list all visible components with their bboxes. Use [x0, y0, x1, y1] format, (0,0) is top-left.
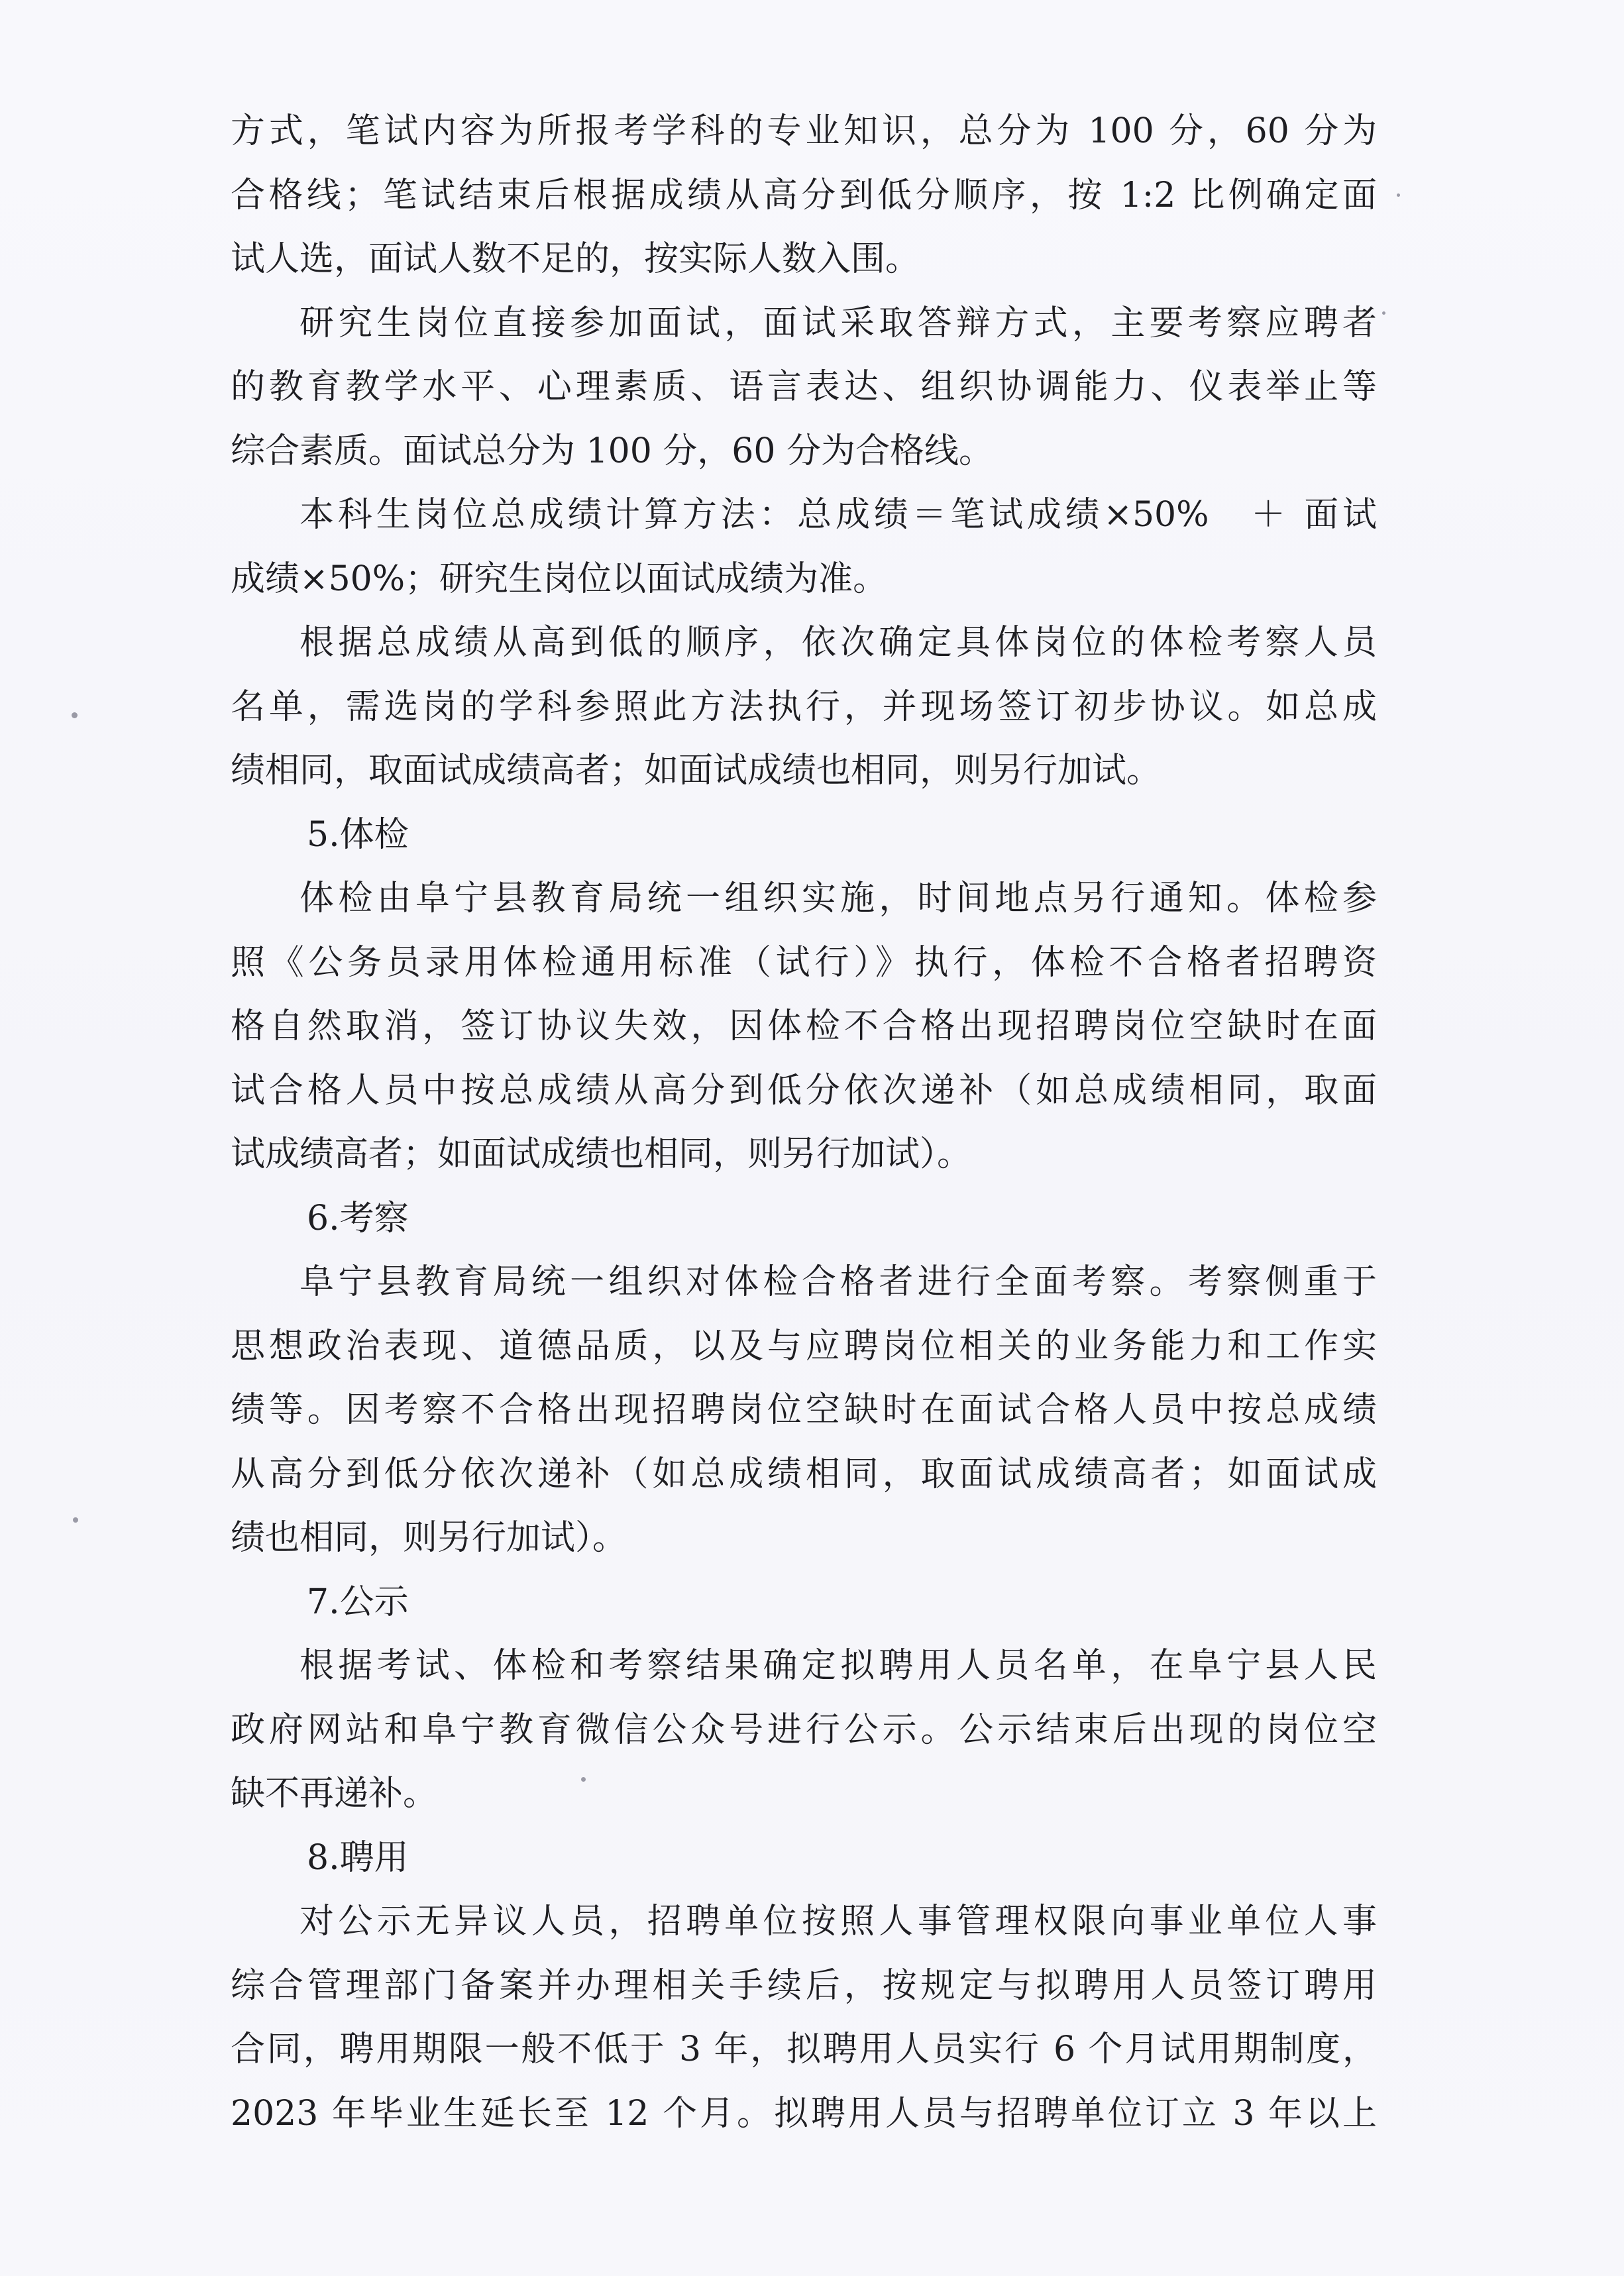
paragraph-line: 合同，聘用期限一般不低于 3 年，拟聘用人员实行 6 个月试用期制度， [231, 2030, 1377, 2069]
paragraph-line: 阜宁县教育局统一组织对体检合格者进行全面考察。考察侧重于 [299, 1262, 1377, 1302]
paragraph-line: 名单，需选岗的学科参照此方法执行，并现场签订初步协议。如总成 [231, 686, 1377, 727]
paragraph-line: 缺不再递补。 [231, 1774, 438, 1814]
section-heading: 5.体检 [307, 814, 409, 855]
paragraph-line: 格自然取消，签订协议失效，因体检不合格出现招聘岗位空缺时在面 [231, 1006, 1377, 1046]
paragraph-line: 根据总成绩从高到低的顺序，依次确定具体岗位的体检考察人员 [299, 623, 1377, 663]
paragraph-line: 绩等。因考察不合格出现招聘岗位空缺时在面试合格人员中按总成绩 [231, 1390, 1377, 1430]
paragraph-line: 试人选，面试人数不足的，按实际人数入围。 [231, 239, 920, 279]
paragraph-line: 成绩×50%；研究生岗位以面试成绩为准。 [231, 559, 888, 599]
paragraph-line: 2023 年毕业生延长至 12 个月。拟聘用人员与招聘单位订立 3 年以上 [231, 2093, 1377, 2134]
paragraph-line: 照《公务员录用体检通用标准（试行）》执行，体检不合格者招聘资 [231, 942, 1377, 983]
paragraph-line: 综合素质。面试总分为 100 分，60 分为合格线。 [231, 431, 994, 471]
paragraph-line: 试合格人员中按总成绩从高分到低分依次递补（如总成绩相同，取面 [231, 1070, 1377, 1111]
section-heading: 6.考察 [307, 1198, 409, 1238]
section-heading: 8.聘用 [307, 1837, 409, 1878]
paragraph-line: 绩相同，取面试成绩高者；如面试成绩也相同，则另行加试。 [231, 751, 1162, 790]
paragraph-line: 方式，笔试内容为所报考学科的专业知识，总分为 100 分，60 分为 [231, 111, 1377, 151]
paragraph-line: 研究生岗位直接参加面试，面试采取答辩方式，主要考察应聘者 [299, 303, 1377, 343]
paragraph-line: 从高分到低分依次递补（如总成绩相同，取面试成绩高者；如面试成 [231, 1454, 1377, 1494]
paragraph-line: 体检由阜宁县教育局统一组织实施，时间地点另行通知。体检参 [299, 879, 1377, 918]
scan-speck [1397, 193, 1400, 197]
document-body [231, 99, 1377, 2145]
paragraph-line: 对公示无异议人员，招聘单位按照人事管理权限向事业单位人事 [299, 1902, 1377, 1941]
section-heading: 7.公示 [307, 1582, 409, 1622]
paragraph-line: 根据考试、体检和考察结果确定拟聘用人员名单，在阜宁县人民 [299, 1646, 1377, 1686]
scan-speck [73, 1517, 78, 1523]
paragraph-line: 绩也相同，则另行加试）。 [231, 1518, 627, 1558]
paragraph-line: 本科生岗位总成绩计算方法：总成绩＝笔试成绩×50% ＋ 面试 [299, 495, 1377, 535]
scan-speck [1382, 311, 1385, 315]
paragraph-line: 综合管理部门备案并办理相关手续后，按规定与拟聘用人员签订聘用 [231, 1965, 1377, 2006]
paragraph-line: 政府网站和阜宁教育微信公众号进行公示。公示结束后出现的岗位空 [231, 1709, 1377, 1750]
paragraph-line: 的教育教学水平、心理素质、语言表达、组织协调能力、仪表举止等 [231, 367, 1377, 407]
scan-speck [581, 1777, 586, 1782]
paragraph-line: 合格线；笔试结束后根据成绩从高分到低分顺序，按 1:2 比例确定面 [231, 175, 1377, 215]
paragraph-line: 试成绩高者；如面试成绩也相同，则另行加试）。 [231, 1134, 972, 1174]
paragraph-line: 思想政治表现、道德品质，以及与应聘岗位相关的业务能力和工作实 [231, 1326, 1377, 1366]
scan-speck [72, 712, 78, 718]
